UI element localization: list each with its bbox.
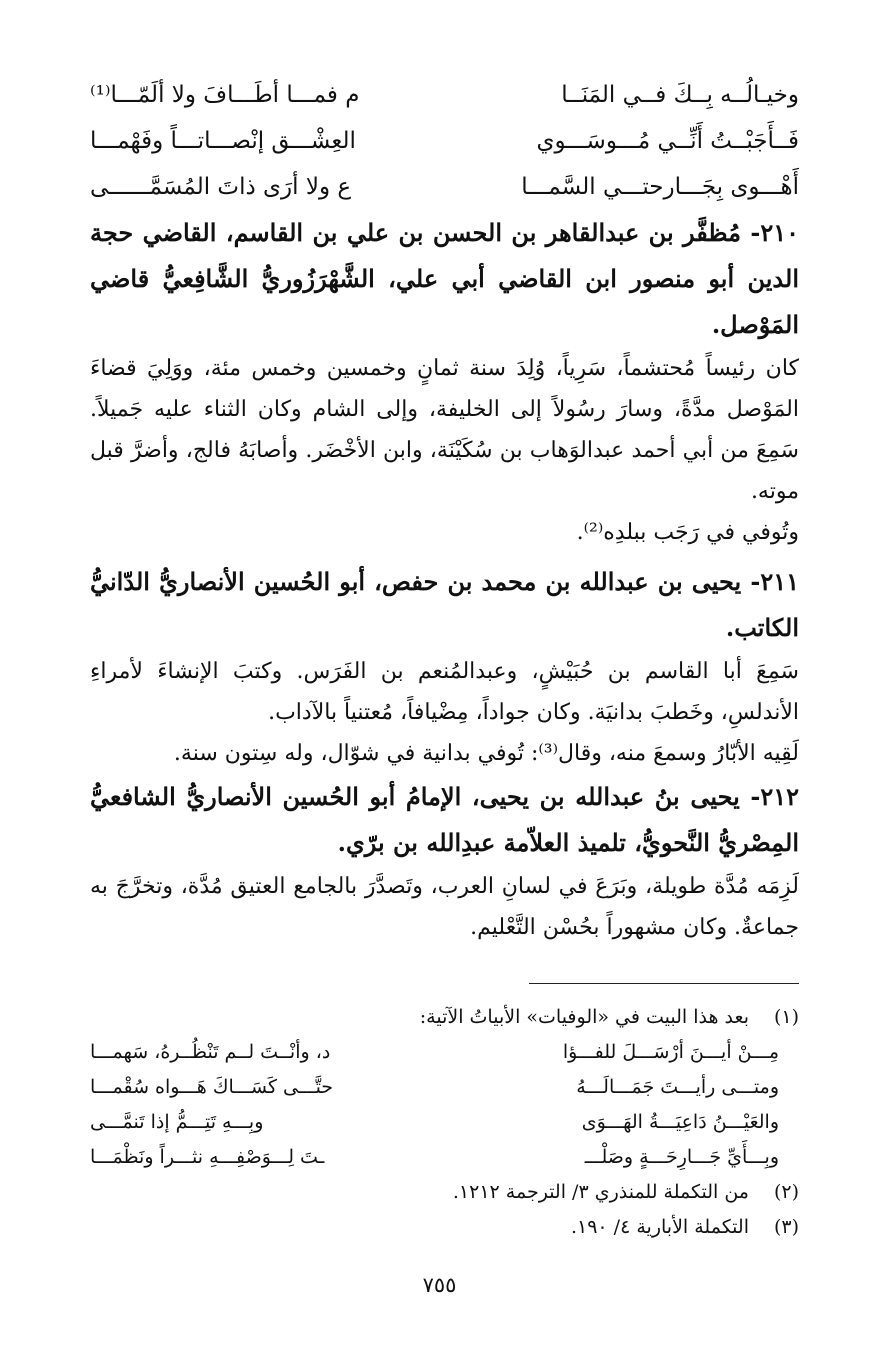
verse-line (90, 118, 799, 164)
verse-hemistich-first: ومتـــى رأيـــتَ جَمَـــالَـــهُ (576, 1076, 779, 1098)
verse-hemistich-second: حتَّـــى كَسَـــاكَ هَـــواه سُقْمـــا (90, 1076, 334, 1098)
footnote-text: من التكملة للمنذري ٣/ الترجمة ١٢١٢. (452, 1181, 749, 1203)
verse-hemistich-first: وخيـالُــه بِــكَ فــي المَنَــا (561, 82, 799, 108)
footnote-text: بعد هذا البيت في «الوفيات» الأبياتُ الآتية: (419, 1006, 749, 1028)
footnote-verse-line (90, 1070, 779, 1105)
entry-heading-211: ٢١١- يحيى بن عبدالله بن محمد بن حفص، أبو الحُسين الأنصاريُّ الدّانيُّ الكاتب. (90, 567, 800, 642)
footnote-divider (529, 983, 799, 984)
footnote-verse-line (90, 1035, 779, 1070)
verse-hemistich-first: مِـــنْ أيـــنَ أرْسَـــلَ للفـــؤا (562, 1041, 779, 1063)
verse-hemistich-second: م فمـــا أطَـــافَ ولا ألَمّـــا⁽¹⁾ (90, 82, 360, 108)
footnote-number: (١) (773, 1006, 799, 1028)
main-text (90, 72, 799, 948)
footnotes (90, 1000, 799, 1245)
verse-hemistich-second: وبِـــهِ تَتِـــمُّ إذا تَنمَّـــى (90, 1111, 264, 1133)
entry-heading-210: ٢١٠- مُظفَّر بن عبدالقاهر بن الحسن بن علي بن القاسم، القاضي حجة الدين أبو منصور ابن القاضي أبي علي، الشَّهْرَزُوريُّ الشَّافِعيُّ قاضي المَوْصل. (90, 218, 799, 339)
verse-hemistich-first: والعَيْـــنُ دَاعِيَـــةُ الهَـــوَى (581, 1111, 779, 1133)
entry-paragraph: لَزِمَه مُدَّة طويلة، وبَرَعَ في لسانِ العرب، وتَصدَّرَ بالجامع العتيق مُدَّة، وتخرَّجَ به جماعةٌ. وكان مشهوراً بحُسْن التَّعْليم. (90, 874, 799, 940)
verse-hemistich-second: د، وأنْــتَ لــم تَنْظُــرهُ، سَهمـــا (90, 1041, 331, 1063)
entry-paragraph: لَقِيه الأبّارُ وسمعَ منه، وقال⁽³⁾: تُوفي بدانية في شوّال، وله سِتون سنة. (173, 741, 799, 766)
footnote-3 (90, 1210, 799, 1245)
footnote-text: التكملة الأبارية ٤/ ١٩٠. (570, 1216, 749, 1238)
footnote-number: (٢) (773, 1181, 799, 1203)
verse-hemistich-first: أَهْـــوى بِجَـــارحتـــي السَّمـــا (521, 174, 799, 200)
verse-line (90, 72, 799, 118)
entry-paragraph: سَمِعَ أبا القاسم بن حُبَيْشٍ، وعبدالمُنعم بن الفَرَس. وكتبَ الإنشاءَ لأمراءِ الأندلسِ، وخَطبَ بدانيَة. وكان جواداً، مِضْيافاً، مُعتنياً بالآداب. (90, 659, 799, 725)
entry-paragraph: كان رئيساً مُحتشماً، سَرِياً، وُلِدَ سنة ثمانٍ وخمسين وخمس مئة، ووَلِيَ قضاءَ المَوْصل مدَّةً، وسارَ رسُولاً إلى الخليفة، وإلى الشام وكان الثناء عليه جَميلاً. سَمِعَ من أبي أحمد عبدالوَهاب بن سُكَيْنَة، وابن الأخْضَر. وأصابَهُ فالج، وأضرَّ قبل موته. (90, 356, 799, 504)
verse-hemistich-second: ـتَ لِـــوَصْفِـــهِ نثـــراً ونَظْمَـــا (90, 1146, 325, 1168)
footnote-number: (٣) (773, 1216, 799, 1238)
entry-heading-212: ٢١٢- يحيى بنُ عبدالله بن يحيى، الإمامُ أبو الحُسين الأنصاريُّ الشافعيُّ المِصْريُّ النَّحويُّ، تلميذ العلاّمة عبدِالله بن برّي. (90, 782, 799, 857)
verse-hemistich-first: وبِـــأَيِّ جَـــارِحَـــةٍ وصَلْـــ (584, 1146, 779, 1168)
footnote-1 (90, 1000, 799, 1035)
verse-hemistich-second: ع ولا أرَى ذاتَ المُسَمَّــــــى (90, 174, 352, 200)
verse-hemistich-second: العِشْـــق إنْصـــاتـــاً وفَهْمـــا (90, 128, 356, 154)
verse-line (90, 164, 799, 210)
footnote-2 (90, 1175, 799, 1210)
footnote-verse-line (90, 1105, 779, 1140)
page-number: ٧٥٥ (422, 1273, 457, 1297)
entry-paragraph: وتُوفي في رَجَب ببلدِه⁽²⁾. (576, 520, 799, 545)
verse-hemistich-first: فَــأَجَبْــتُ أَنِّــي مُـــوسَـــوي (536, 128, 799, 154)
footnote-verse-line (90, 1140, 779, 1175)
